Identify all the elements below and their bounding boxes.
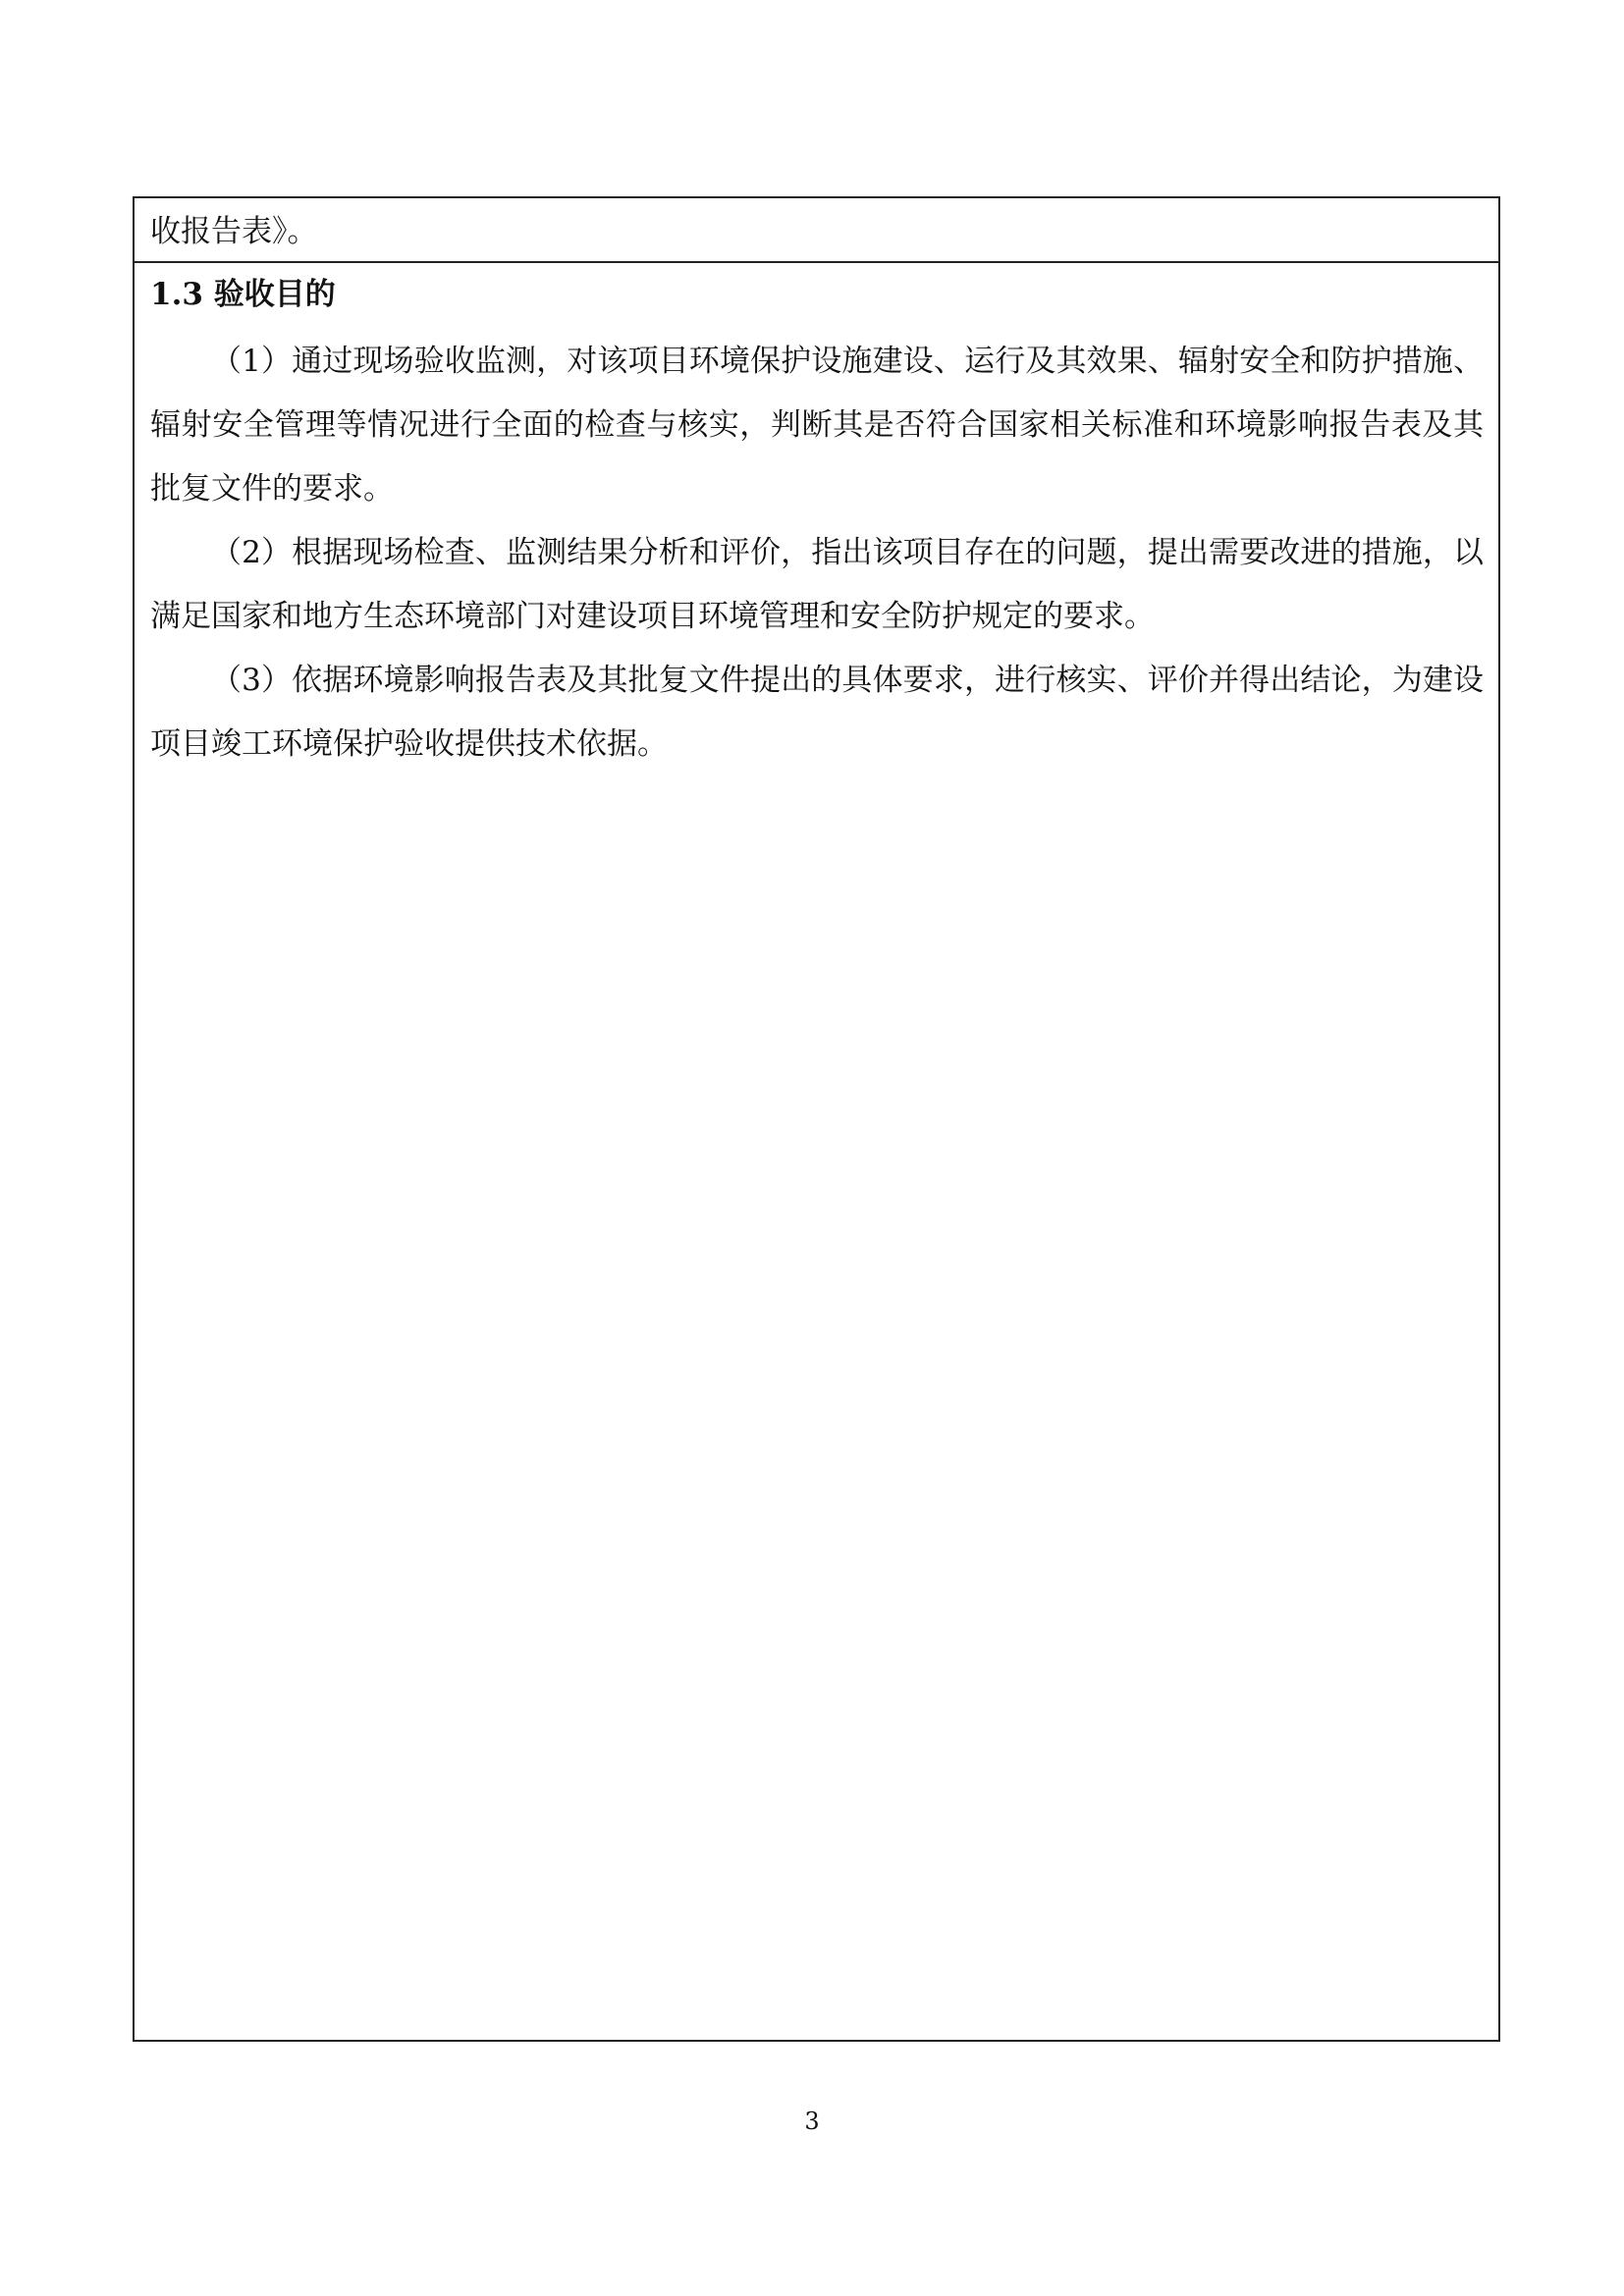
section-heading: 1.3 验收目的 — [150, 277, 336, 312]
paragraph-3: （3）依据环境影响报告表及其批复文件提出的具体要求，进行核实、评价并得出结论，为建设项目竣工环境保护验收提供技术依据。 — [150, 663, 1484, 762]
paragraph-2: （2）根据现场检查、监测结果分析和评价，指出该项目存在的问题，提出需要改进的措施，以满足国家和地方生态环境部门对建设项目环境管理和安全防护规定的要求。 — [150, 535, 1484, 634]
continuation-text: 收报告表》。 — [150, 214, 318, 249]
section-acceptance-purpose — [150, 275, 1484, 776]
content-table — [133, 196, 1500, 2042]
page-number: 3 — [804, 2108, 820, 2135]
continuation-row — [135, 198, 1498, 263]
paragraph-1: （1）通过现场验收监测，对该项目环境保护设施建设、运行及其效果、辐射安全和防护措施、辐射安全管理等情况进行全面的检查与核实，判断其是否符合国家相关标准和环境影响报告表及其批复文件的要求。 — [150, 344, 1484, 507]
